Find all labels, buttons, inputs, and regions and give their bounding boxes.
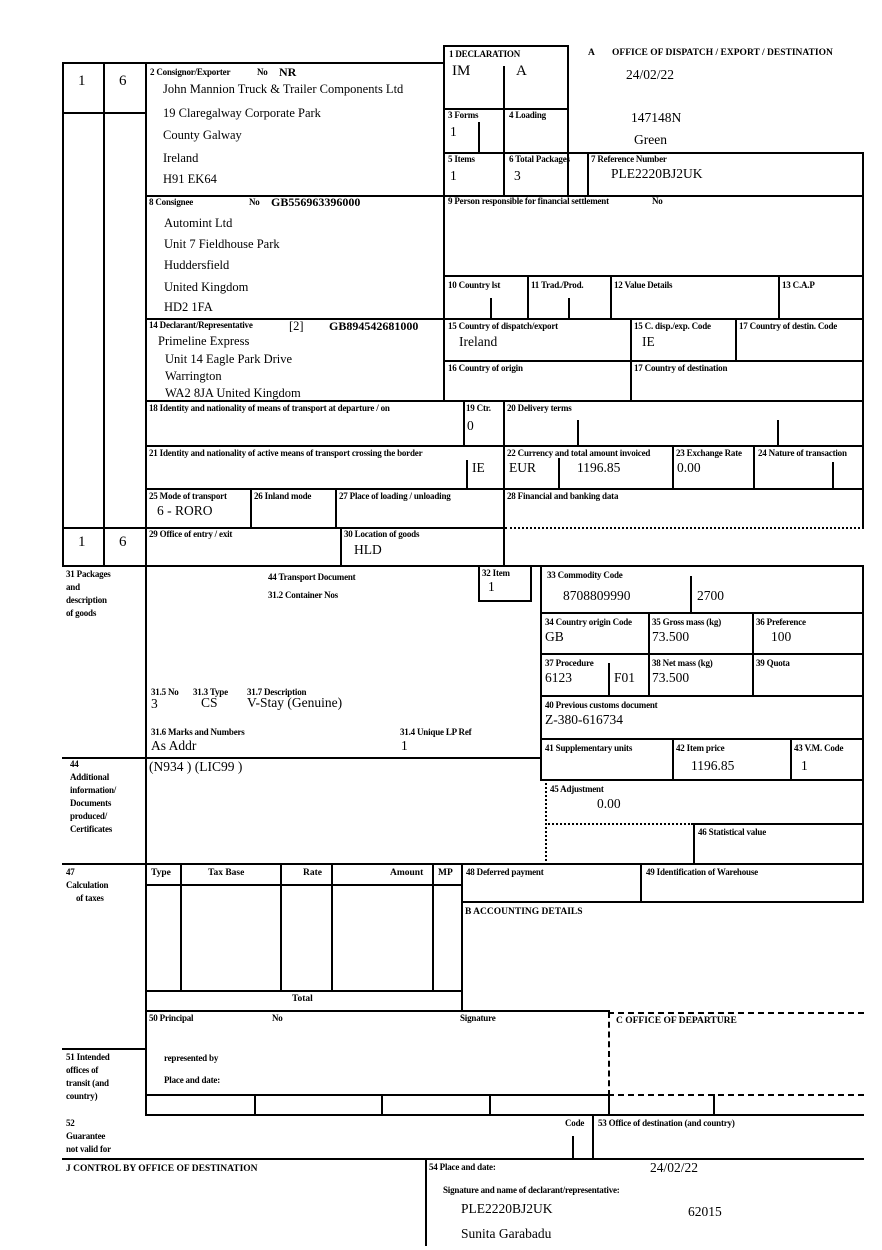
divider-line [145,1010,610,1012]
gross-mass-value: 73.500 [652,629,690,644]
divider-line [608,1094,610,1116]
box8-consignee-label: 8 Consignee [149,197,194,207]
divider-line [577,420,579,447]
tax-column-rate: Rate [303,868,322,878]
box51-label-line: country) [66,1091,98,1101]
container-nos-label: 31.2 Container Nos [268,590,338,600]
box45-adjustment-label: 45 Adjustment [550,784,604,794]
box27-loading-place-label: 27 Place of loading / unloading [339,491,451,501]
box51-label-line: transit (and [66,1078,109,1088]
divider-line [753,445,755,490]
divider-line [862,152,864,529]
origin-code-value: GB [545,629,564,644]
dispatch-country-value: Ireland [459,334,498,349]
box13-cap-label: 13 C.A.P [782,280,815,290]
divider-line [503,66,505,197]
divider-line [62,565,864,567]
divider-line [567,45,569,197]
box44-label-line: produced/ [70,811,108,821]
divider-line [545,779,547,865]
box23-exchange-rate-label: 23 Exchange Rate [676,448,742,458]
box5-items-label: 5 Items [448,154,475,164]
location-goods-value: HLD [354,542,382,557]
box24-transaction-label: 24 Nature of transaction [758,448,847,458]
section-b-accounting-title: B ACCOUNTING DETAILS [465,907,583,917]
box15a-dispatch-code-label: 15 C. disp./exp. Code [634,321,711,331]
box20-delivery-terms-label: 20 Delivery terms [507,403,572,413]
divider-line [443,45,569,47]
divider-line [443,45,445,402]
divider-line [610,275,612,320]
officeA-date-value: 24/02/22 [626,67,675,82]
divider-line [630,318,632,402]
divider-line [335,488,337,529]
divider-line [713,1094,715,1116]
declarant-name-value: Sunita Garabadu [461,1226,552,1241]
consignor-address-line: 19 Claregalway Corporate Park [163,106,321,120]
preference-value: 100 [771,629,792,644]
packages-type-value: CS [201,695,218,710]
box12-value-details-label: 12 Value Details [614,280,673,290]
divider-line [558,458,560,490]
box33-commodity-label: 33 Commodity Code [547,570,623,580]
total-packages-value: 3 [514,168,521,183]
commodity-code-suffix-value: 2700 [697,588,724,603]
box49-warehouse-label: 49 Identification of Warehouse [646,867,758,877]
box31-label-line: and [66,582,80,592]
divider-line [505,527,864,529]
declarant-address-line: Warrington [165,369,222,383]
box16-origin-label: 16 Country of origin [448,363,523,373]
tax-column-amount: Amount [390,868,424,878]
box53-office-destination-label: 53 Office of destination (and country) [598,1118,735,1128]
box2-no-label: No [257,67,268,77]
box7-reference-label: 7 Reference Number [591,154,667,164]
additional-info-documents-value: (N934 ) (LIC99 ) [149,759,243,774]
forms-value: 1 [450,124,457,139]
box22-currency-label: 22 Currency and total amount invoiced [507,448,651,458]
box44-label-line: information/ [70,785,117,795]
box43-vm-code-label: 43 V.M. Code [794,743,844,753]
mode-transport-value: 6 - RORO [157,503,213,518]
previous-document-value: Z-380-616734 [545,712,623,727]
box31-label-line: 31 Packages [66,569,111,579]
divider-line [62,527,505,529]
box44-label-line: 44 [70,759,79,769]
place-and-date-label: Place and date: [164,1075,220,1085]
box21-active-transport-label: 21 Identity and nationality of active means of transport crossing the border [149,448,423,458]
divider-line [381,1094,383,1116]
box14-declarant-label: 14 Declarant/Representative [149,320,253,330]
divider-line [587,152,589,197]
reference-number-value: PLE2220BJ2UK [611,166,703,181]
items-value: 1 [450,168,457,183]
box50-signature-label: Signature [460,1013,496,1023]
declaration-date-value: 24/02/22 [650,1160,699,1175]
divider-line [461,901,864,903]
adjustment-value: 0.00 [597,796,621,811]
divider-line [592,1114,594,1160]
box47-label-line: of taxes [76,893,104,903]
divider-line [490,298,492,320]
currency-value: EUR [509,460,536,475]
divider-line [62,1158,864,1160]
consignor-address-line: John Mannion Truck & Trailer Components Ltd [163,82,404,96]
box25-mode-transport-label: 25 Mode of transport [149,491,227,501]
dispatch-code-value: IE [642,334,655,349]
tax-column-type: Type [151,868,171,878]
marks-numbers-label: 31.6 Marks and Numbers [151,727,245,737]
consignee-address-line: United Kingdom [164,280,249,294]
divider-line [254,1094,256,1116]
box18-transport-departure-label: 18 Identity and nationality of means of transport at departure / on [149,403,390,413]
box40-previous-document-label: 40 Previous customs document [545,700,658,710]
divider-line [527,275,529,320]
commodity-code-value: 8708809990 [563,588,631,603]
divider-line [540,653,864,655]
tax-column-mp: MP [438,868,453,878]
divider-line [443,275,864,277]
divider-line [145,1114,864,1116]
exchange-rate-value: 0.00 [677,460,701,475]
divider-line [145,990,463,992]
box15-dispatch-label: 15 Country of dispatch/export [448,321,558,331]
divider-line [568,298,570,320]
declaration-type-value: IM [452,63,471,79]
box52-label-line: not valid for [66,1144,111,1154]
box38-net-mass-label: 38 Net mass (kg) [652,658,713,668]
copy-number-1: 1 [78,73,86,89]
divider-line [478,122,480,154]
box41-supplementary-units-label: 41 Supplementary units [545,743,633,753]
divider-line [340,527,342,567]
copy-number-6b: 6 [119,534,127,550]
divider-line [466,460,468,490]
box42-item-price-label: 42 Item price [676,743,725,753]
unique-lp-ref-label: 31.4 Unique LP Ref [400,727,472,737]
box30-location-goods-label: 30 Location of goods [344,529,420,539]
procedure-suffix-value: F01 [614,670,636,685]
box52-label-line: 52 [66,1118,75,1128]
ctr-value: 0 [467,418,474,433]
divider-line [862,565,864,903]
box44-label-line: Documents [70,798,112,808]
box37-procedure-label: 37 Procedure [545,658,594,668]
declarant-code-value: [2] [289,319,304,333]
divider-line [735,318,737,362]
divider-line [608,663,610,697]
divider-line [530,565,532,602]
consignor-address-line: Ireland [163,151,199,165]
tax-total-label: Total [292,994,313,1004]
box6-total-packages-label: 6 Total Packages [509,154,570,164]
consignee-address-line: Huddersfield [164,258,230,272]
divider-line [693,823,864,825]
signature-name-label: Signature and name of declarant/representative: [443,1185,620,1195]
box28-financial-banking-label: 28 Financial and banking data [507,491,619,501]
box19-ctr-label: 19 Ctr. [466,403,491,413]
box17-destination-label: 17 Country of destination [634,363,728,373]
declarant-eori-value: GB894542681000 [329,319,419,333]
box52-label-line: Guarantee [66,1131,106,1141]
marks-numbers-value: As Addr [151,738,197,753]
box51-label-line: offices of [66,1065,99,1075]
divider-line [62,1048,145,1050]
box46-statistical-value-label: 46 Statistical value [698,827,766,837]
officeA-prefix: A [588,48,595,58]
declarant-address-line: WA2 8JA United Kingdom [165,386,301,400]
divider-line [672,738,674,781]
net-mass-value: 73.500 [652,670,690,685]
consignor-address-line: County Galway [163,128,242,142]
divider-line [62,62,443,64]
box29-office-entry-label: 29 Office of entry / exit [149,529,233,539]
divider-line [145,1094,608,1096]
box1-declaration-label: 1 DECLARATION [449,49,520,59]
divider-line [62,62,64,567]
officeA-title: OFFICE OF DISPATCH / EXPORT / DESTINATION [612,48,833,58]
divider-line [540,738,864,740]
copy-number-6: 6 [119,73,127,89]
divider-line [461,863,463,1012]
divider-line [608,1094,864,1096]
divider-line [752,612,754,697]
packages-no-value: 3 [151,696,158,711]
guarantee-code-label: Code [565,1118,585,1128]
divider-line [503,400,505,529]
declarant-reference-value: PLE2220BJ2UK [461,1201,553,1216]
divider-line [790,738,792,781]
divider-line [280,863,282,992]
packages-no-label: 31.5 No [151,687,179,697]
divider-line [503,527,505,567]
box11-trad-prod-label: 11 Trad./Prod. [531,280,584,290]
divider-line [463,400,465,447]
divider-line [62,757,542,759]
goods-description-label: 31.7 Description [247,687,307,697]
box9-financial-label: 9 Person responsible for financial settlement [448,196,609,206]
divider-line [648,612,650,697]
consignor-address-line: H91 EK64 [163,172,217,186]
item-price-value: 1196.85 [691,758,735,773]
box47-label-line: 47 [66,867,75,877]
box54-place-date-label: 54 Place and date: [429,1162,496,1172]
box31-label-line: description [66,595,107,605]
box39-quota-label: 39 Quota [756,658,790,668]
officeA-routing-value: Green [634,132,667,147]
box4-loading-label: 4 Loading [509,110,546,120]
divider-line [608,1012,610,1096]
box9-no-label: No [652,196,663,206]
divider-line [103,62,105,567]
box32-item-label: 32 Item [482,568,510,578]
box8-no-label: No [249,197,260,207]
divider-line [540,565,542,781]
box3-forms-label: 3 Forms [448,110,479,120]
divider-line [478,600,532,602]
vm-code-value: 1 [801,758,808,773]
divider-line [777,420,779,447]
divider-line [572,1136,574,1158]
divider-line [778,275,780,320]
divider-line [672,445,674,490]
box34-origin-code-label: 34 Country origin Code [545,617,632,627]
divider-line [425,1158,427,1246]
box10-country-last-label: 10 Country lst [448,280,501,290]
divider-line [145,565,147,1116]
section-c-departure-title: C OFFICE OF DEPARTURE [616,1016,737,1026]
transport-document-label: 44 Transport Document [268,572,356,582]
divider-line [832,462,834,490]
section-j-control-title: J CONTROL BY OFFICE OF DESTINATION [66,1164,258,1174]
officeA-entry-number: 147148N [631,110,682,125]
divider-line [145,884,463,886]
consignee-address-line: HD2 1FA [164,300,213,314]
divider-line [180,863,182,992]
divider-line [540,612,864,614]
declarant-address-line: Primeline Express [158,334,250,348]
box2-consignor-label: 2 Consignor/Exporter [150,67,231,77]
divider-line [432,863,434,992]
divider-line [478,565,480,602]
divider-line [540,695,864,697]
box51-label-line: 51 Intended [66,1052,110,1062]
divider-line [693,823,695,865]
box26-inland-mode-label: 26 Inland mode [254,491,312,501]
procedure-code-value: 6123 [545,670,572,685]
box44-label-line: Certificates [70,824,113,834]
declarant-address-line: Unit 14 Eagle Park Drive [165,352,293,366]
packages-type-label: 31.3 Type [193,687,228,697]
box36-preference-label: 36 Preference [756,617,806,627]
represented-by-label: represented by [164,1053,219,1063]
consignee-address-line: Automint Ltd [164,216,233,230]
divider-line [331,863,333,992]
divider-line [145,62,147,567]
invoice-amount-value: 1196.85 [577,460,621,475]
divider-line [540,779,864,781]
goods-description-value: V-Stay (Genuine) [247,695,343,710]
tax-column-tax-base: Tax Base [208,868,245,878]
item-number-value: 1 [488,579,495,594]
box17a-destination-code-label: 17 Country of destin. Code [739,321,838,331]
divider-line [545,823,693,825]
box31-label-line: of goods [66,608,97,618]
consignee-address-line: Unit 7 Fieldhouse Park [164,237,280,251]
active-transport-nationality-value: IE [472,460,485,475]
unique-lp-ref-value: 1 [401,738,408,753]
divider-line [489,1094,491,1116]
box50-principal-label: 50 Principal [149,1013,194,1023]
divider-line [640,863,642,903]
declarant-code-number: 62015 [688,1204,722,1219]
box48-deferred-payment-label: 48 Deferred payment [466,867,544,877]
divider-line [690,576,692,614]
divider-line [443,360,864,362]
box44-label-line: Additional [70,772,110,782]
consignor-eori-value: NR [279,65,297,79]
consignee-eori-value: GB556963396000 [271,195,361,209]
box35-gross-mass-label: 35 Gross mass (kg) [652,617,721,627]
box47-label-line: Calculation [66,880,109,890]
divider-line [62,863,864,865]
copy-number-1b: 1 [78,534,86,550]
box50-no-label: No [272,1013,283,1023]
divider-line [250,488,252,529]
declaration-procedure-value: A [516,63,527,79]
divider-line [608,1012,864,1014]
